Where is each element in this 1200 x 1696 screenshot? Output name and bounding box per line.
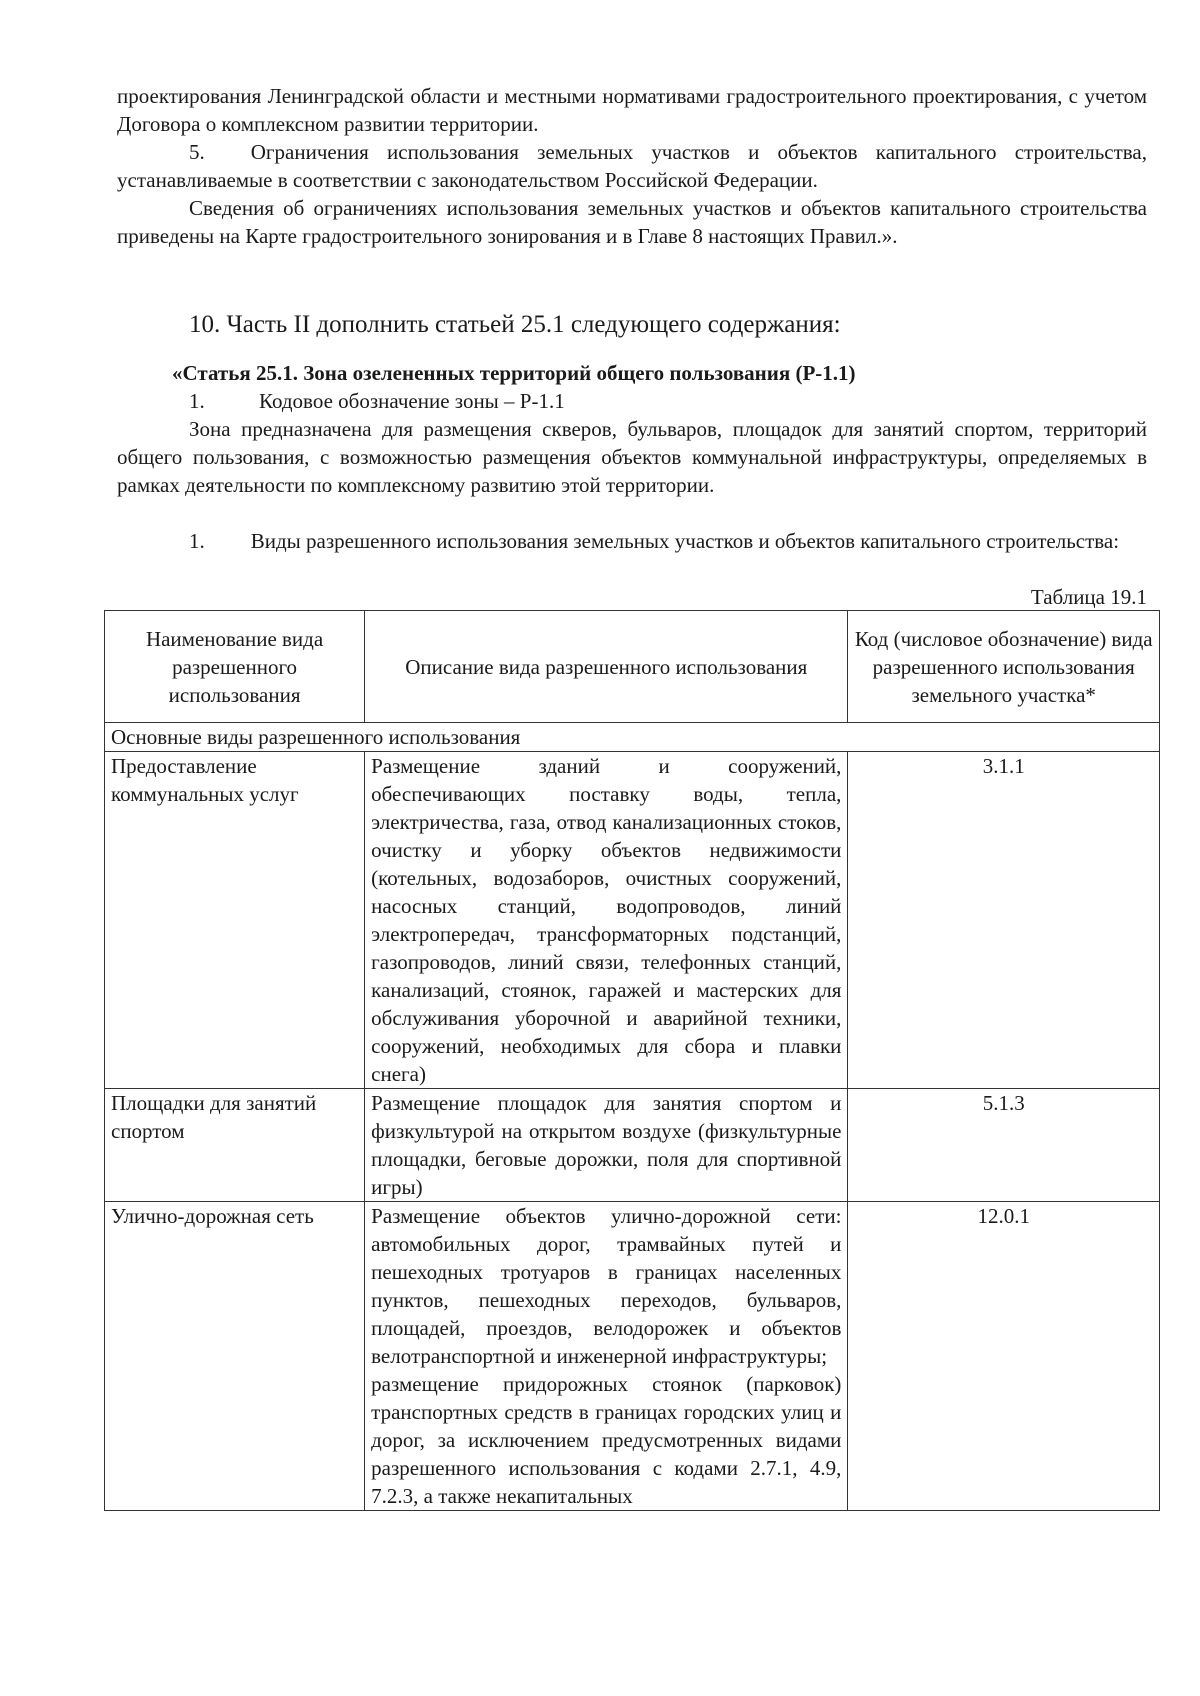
use-description: Размещение объектов улично-дорожной сети: автомобильных дорог, трамвайных путей и пешеходных тротуаров в границах населенных пунктов, пешеходных переходов, бульваров, площадей, проездов, велодорожек и объектов велотранспортной и инженерной инфраструктуры; [371,1204,842,1368]
restrictions-paragraph: Сведения об ограничениях использования земельных участков и объектов капитального строительства приведены на Карте градостроительного зонирования и в Главе 8 настоящих Правил.». [117,196,1147,248]
permitted-use-table [104,610,1160,1511]
table-row [105,1202,1160,1511]
section-10-heading: 10. Часть II дополнить статьей 25.1 следующего содержания: [189,311,841,338]
use-name: Предоставление коммунальных услуг [105,752,365,1089]
use-name: Площадки для занятий спортом [105,1089,365,1202]
article-item-2-number: 1. [189,529,205,553]
intro-paragraph: проектирования Ленинградской области и местными нормативами градостроительного проектирования, с учетом Договора о комплексном развитии территории. [117,84,1147,136]
use-code: 12.0.1 [848,1202,1160,1511]
use-description: Размещение площадок для занятия спортом и физкультурой на открытом воздухе (физкультурные площадки, беговые дорожки, поля для спортивной игры) [365,1089,848,1202]
article-title: «Статья 25.1. Зона озелененных территорий общего пользования (Р-1.1) [172,361,856,385]
article-item-1-text: Кодовое обозначение зоны – Р-1.1 [259,389,565,413]
table-header-row [105,611,1160,723]
zone-purpose-paragraph: Зона предназначена для размещения скверов, бульваров, площадок для занятий спортом, территорий общего пользования, с возможностью размещения объектов коммунальной инфраструктуры, определяемых в рамках деятельности по комплексному развитию этой территории. [117,417,1147,497]
item-5 [117,138,1147,194]
item-5-number: 5. [189,140,205,164]
table-row [105,752,1160,1089]
table-section-row [105,723,1160,752]
use-name: Улично-дорожная сеть [105,1202,365,1511]
use-description-cell [365,1202,848,1511]
header-description: Описание вида разрешенного использования [365,611,848,723]
use-description-continued: размещение придорожных стоянок (парковок) транспортных средств в границах городских улиц и дорог, за исключением предусмотренных видами разрешенного использования с кодами 2.7.1, 4.9, 7.2.3, а также некапитальных [371,1372,842,1508]
header-code: Код (числовое обозначение) вида разрешенного использования земельного участка* [848,611,1160,723]
table-row [105,1089,1160,1202]
section-label: Основные виды разрешенного использования [105,723,1160,752]
article-item-1-number: 1. [189,389,205,413]
table-caption: Таблица 19.1 [1030,585,1147,609]
header-name: Наименование вида разрешенного использования [105,611,365,723]
use-code: 3.1.1 [848,752,1160,1089]
use-description: Размещение зданий и сооружений, обеспечивающих поставку воды, тепла, электричества, газа, отвод канализационных стоков, очистку и уборку объектов недвижимости (котельных, водозаборов, очистных сооружений, насосных станций, водопроводов, линий электропередач, трансформаторных подстанций, газопроводов, линий связи, телефонных станций, канализаций, стоянок, гаражей и мастерских для обслуживания уборочной и аварийной техники, сооружений, необходимых для сбора и плавки снега) [365,752,848,1089]
article-item-2 [117,527,1147,555]
item-5-text: Ограничения использования земельных участков и объектов капитального строительства, устанавливаемые в соответствии с законодательством Российской Федерации. [117,140,1147,192]
article-item-2-text: Виды разрешенного использования земельных участков и объектов капитального строительства: [250,529,1120,553]
use-code: 5.1.3 [848,1089,1160,1202]
article-item-1 [189,387,565,415]
